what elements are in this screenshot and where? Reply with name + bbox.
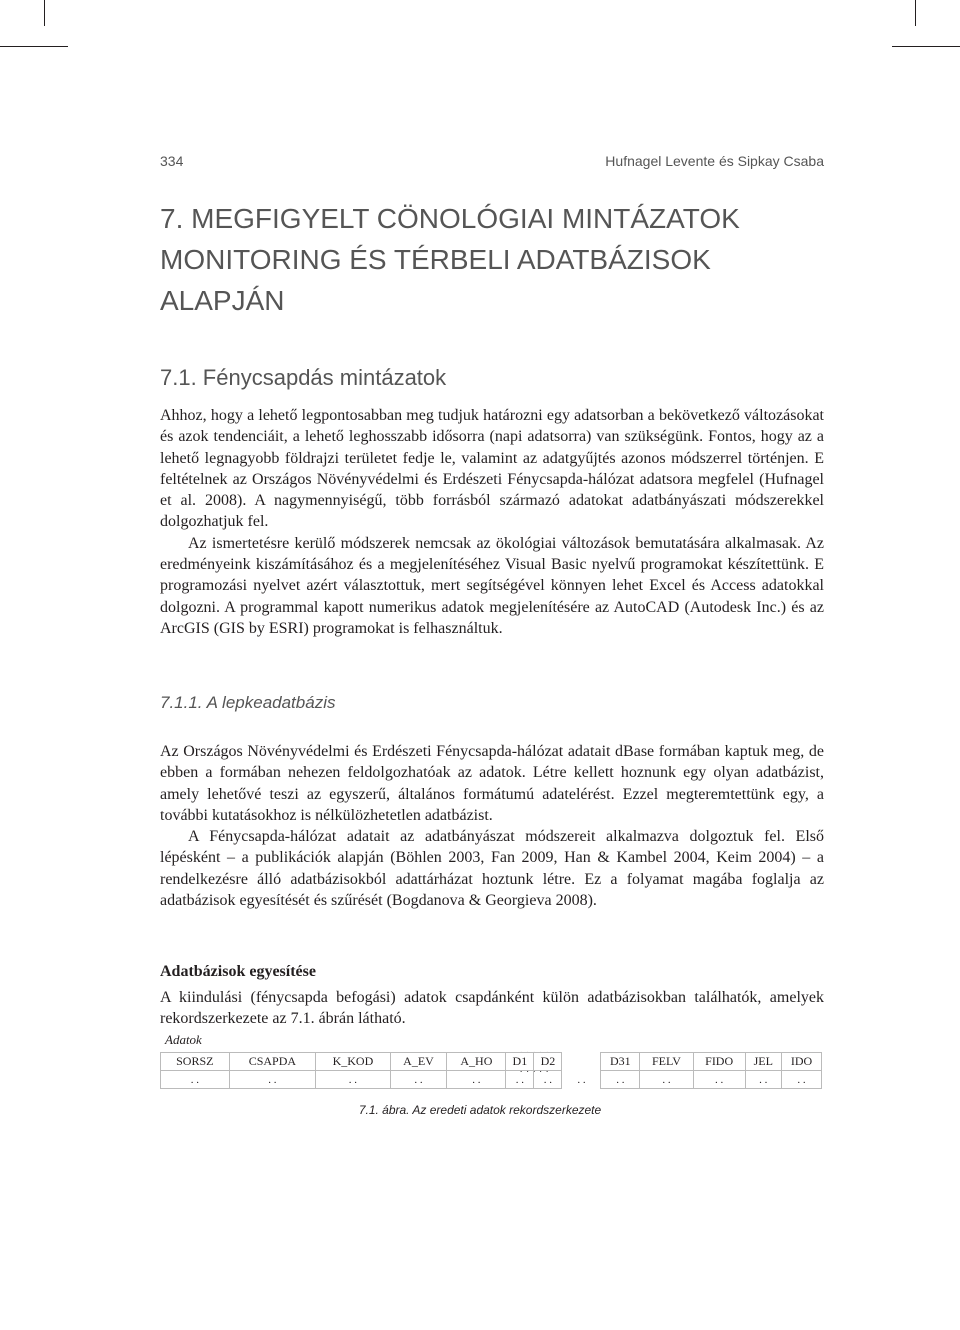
figure-table-label: Adatok [165,1032,202,1047]
crop-mark [44,0,45,26]
paragraph: A Fénycsapda-hálózat adatait az adatbányászat módszereit alkalmazva dolgoztuk fel. Első lépésként – a publikációk alapján (Böhlen 2003, Fan 2009, Han & Kambel 2004, Keim 2004) – a rendelkezésre álló adatbázisokból adattárházat hoztunk létre. Ez a folyamat magába foglalja az adatbázisok egyesítését és szűrését (Bogdanova & Georgieva 2008). [160,828,824,910]
table-header-row [161,1053,822,1071]
bold-heading: Adatbázisok egyesítése [160,963,316,980]
section-body [160,405,824,639]
chapter-title-line: MONITORING ÉS TÉRBELI ADATBÁZISOK [160,244,711,275]
table-cell: . . [782,1071,822,1089]
crop-mark [915,0,916,26]
table-cell: K_KOD [316,1053,391,1071]
table-cell: . . [506,1071,534,1089]
table-cell: . . [601,1071,640,1089]
paragraph: Ahhoz, hogy a lehető legpontosabban meg tudjuk határozni egy adatsorban a bekövetkező változásokat és azok tendenciáit, a lehető leghosszabb idősorra (napi adatsorra) van szükségünk. Fontos, hogy az a lehető legnagyobb földrajzi területet fedje le, valamint az adatgyűjtés azonos módszerrel történjen. E feltételnek az Országos Növényvédelmi és Erdészeti Fénycsapda-hálózat adatsora megfelel (Hufnagel et al. 2008). A nagymennyiségű, több forrásból származó adatokat adatbányászati módszerekkel dolgozhatjuk fel. [160,407,824,531]
page-number: 334 [160,153,184,169]
table-cell: . . [447,1071,506,1089]
figure-caption: 7.1. ábra. Az eredeti adatok rekordszerkezete [358,1103,602,1117]
table-gap-cell [562,1053,601,1071]
gap-dots: . . . . . [520,1045,550,1055]
paragraph: A kiindulási (fénycsapda befogási) adatok csapdánként külön adatbázisokban találhatók, amelyek rekordszerkezete az 7.1. ábrán látható. [160,989,824,1028]
subsection-body [160,741,824,911]
table-cell: FELV [640,1053,694,1071]
table-cell: . . [693,1071,745,1089]
chapter-title-line: 7. MEGFIGYELT CÖNOLÓGIAI MINTÁZATOK [160,203,740,234]
paragraph: Az Országos Növényvédelmi és Erdészeti Fénycsapda-hálózat adatait dBase formában kaptuk meg, de ebben a formában nehezen feldolgozhatóak az adatok. Létre kellett hoznunk egy olyan adatbázist, amely lehetővé teszi az egyszerű, általános formátumú adatelérést. Ezzel megteremtettünk egy, a további kutatásokhoz is nélkülözhetetlen adatbázist. [160,743,824,824]
table-gap-cell: . . [577,1073,586,1086]
table-cell: JEL [745,1053,781,1071]
table-cell: . . [229,1071,316,1089]
table-cell: . . [161,1071,230,1089]
crop-mark [892,46,960,47]
table-cell: D31 [601,1053,640,1071]
table-cell: D2 [534,1053,562,1071]
section-title: 7.1. Fénycsapdás mintázatok [160,365,447,390]
table-cell: A_HO [447,1053,506,1071]
chapter-title-line: ALAPJÁN [160,285,285,316]
subsection-title: 7.1.1. A lepkeadatbázis [160,693,336,712]
table-cell: . . [390,1071,447,1089]
table-cell: D1 [506,1053,534,1071]
crop-mark [0,46,68,47]
chapter-title [160,198,740,321]
table-cell: SORSZ [161,1053,230,1071]
record-structure-table [160,1052,822,1089]
table-cell: . . [640,1071,694,1089]
table-cell: . . [745,1071,781,1089]
table-cell: IDO [782,1053,822,1071]
table-cell: . . [316,1071,391,1089]
table-cell: A_EV [390,1053,447,1071]
table-dots-row [161,1071,822,1089]
table-cell: . . [534,1071,562,1089]
bold-section-body [160,987,824,1030]
gap-dots: . . . . . [520,1064,550,1074]
table-cell: FIDO [693,1053,745,1071]
running-header-authors: Hufnagel Levente és Sipkay Csaba [605,153,824,169]
table-cell: CSAPDA [229,1053,316,1071]
paragraph: Az ismertetésre kerülő módszerek nemcsak az ökológiai változások bemutatására alkalmasak. Az eredményeink kiszámításához és a megjelenítéséhez Visual Basic nyelvű programokat készítettünk. E programozási nyelvet azért választottuk, mert segítségével könnyen lehet Excel és Access adatokkal dolgozni. A programmal kapott numerikus adatok megjelenítésére az AutoCAD (Autodesk Inc.) és az ArcGIS (GIS by ESRI) programokat is felhasználtuk. [160,534,824,637]
